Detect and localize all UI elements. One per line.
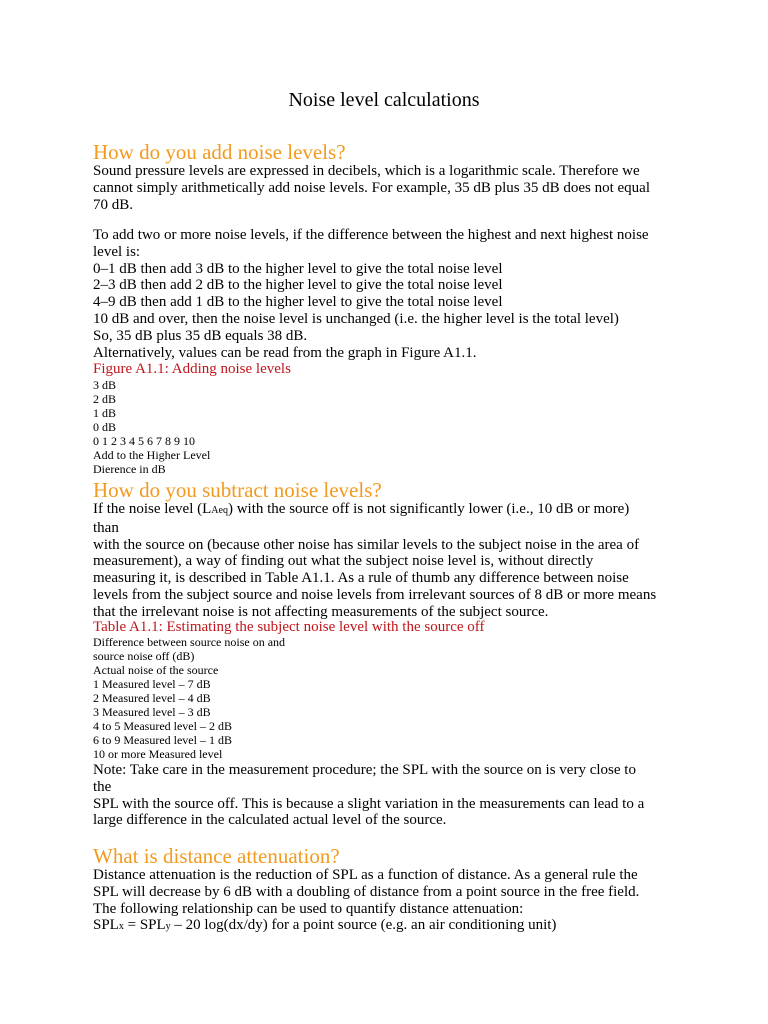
text-line: measuring it, is described in Table A1.1. As a rule of thumb any difference between noise <box>93 570 629 587</box>
table-line: 4 to 5 Measured level – 2 dB <box>93 719 232 733</box>
figure-caption <box>93 361 683 378</box>
text-line: 70 dB. <box>93 196 134 213</box>
text-line: Distance attenuation is the reduction of SPL as a function of distance. As a general rule the <box>93 867 638 883</box>
subtract-paragraph <box>93 501 683 621</box>
text-line: with the source on (because other noise has similar levels to the subject noise in the area of <box>93 536 640 553</box>
section-heading-add: How do you add noise levels? <box>93 140 346 164</box>
text-span: = SPL <box>123 917 166 934</box>
text-line: 2–3 dB then add 2 dB to the higher level to give the total noise level <box>93 277 503 294</box>
formula-line <box>93 917 683 936</box>
text-span: SPL <box>93 917 119 934</box>
text-line: To add two or more noise levels, if the difference between the highest and next highest noise <box>93 227 649 243</box>
table-line: 3 Measured level – 3 dB <box>93 705 211 719</box>
table-line: source noise off (dB) <box>93 649 195 663</box>
table-line: 2 Measured level – 4 dB <box>93 691 211 705</box>
table-line: 6 to 9 Measured level – 1 dB <box>93 733 232 747</box>
laeq-subscript: Aeq <box>211 505 228 516</box>
text-line: Note: Take care in the measurement procedure; the SPL with the source on is very close to <box>93 762 636 778</box>
figure-label: 3 dB <box>93 378 117 392</box>
table-caption <box>93 619 683 636</box>
text-line: measurement), a way of finding out what the subject noise level is, without directly <box>93 553 594 570</box>
text-line: 10 dB and over, then the noise level is unchanged (i.e. the higher level is the total level) <box>93 310 619 327</box>
figure-label: Dierence in dB <box>93 462 166 476</box>
distance-paragraph <box>93 867 683 936</box>
text-line: large difference in the calculated actual level of the source. <box>93 812 447 829</box>
text-line: SPL will decrease by 6 dB with a doubling of distance from a point source in the free field. <box>93 883 640 900</box>
text-span: – 20 log(dx/dy) for a point source (e.g. an air conditioning unit) <box>170 917 557 934</box>
text-span: ) with the source off is not significantly lower (i.e., 10 dB or more) <box>227 501 630 517</box>
figure-label: 2 dB <box>93 392 117 406</box>
table-line: 1 Measured level – 7 dB <box>93 677 211 691</box>
text-line: 0–1 dB then add 3 dB to the higher level to give the total noise level <box>93 260 503 277</box>
figure-label: 0 1 2 3 4 5 6 7 8 9 10 <box>93 434 195 448</box>
subscript-y: y <box>165 921 171 933</box>
text-line: So, 35 dB plus 35 dB equals 38 dB. <box>93 327 308 344</box>
note-paragraph <box>93 762 683 829</box>
text-line: Alternatively, values can be read from the graph in Figure A1.1. <box>93 344 477 361</box>
text-line: the <box>93 778 112 795</box>
text-span: If the noise level (L <box>93 501 212 517</box>
text-line: 4–9 dB then add 1 dB to the higher level to give the total noise level <box>93 294 503 311</box>
text-line: SPL with the source off. This is because a slight variation in the measurements can lead to a <box>93 795 645 812</box>
add-paragraph-1 <box>93 163 683 213</box>
figure-caption-text: Figure A1.1: Adding noise levels <box>93 361 291 377</box>
text-line: The following relationship can be used to quantify distance attenuation: <box>93 900 524 917</box>
figure-label: 1 dB <box>93 406 117 420</box>
text-line: cannot simply arithmetically add noise levels. For example, 35 dB plus 35 dB does not equal <box>93 179 650 196</box>
text-line <box>93 501 683 520</box>
text-line: that the irrelevant noise is not affecting measurements of the subject source. <box>93 603 549 620</box>
text-line: levels from the subject source and noise levels from irrelevant sources of 8 dB or more means <box>93 586 657 603</box>
section-heading-distance: What is distance attenuation? <box>93 844 340 868</box>
section-add-noise <box>93 139 683 165</box>
page-title: Noise level calculations <box>288 89 480 111</box>
table-residual-text <box>93 635 683 761</box>
figure-label: Add to the Higher Level <box>93 448 211 462</box>
section-distance-attenuation <box>93 843 683 869</box>
section-heading-subtract: How do you subtract noise levels? <box>93 478 382 502</box>
figure-residual-text <box>93 378 683 476</box>
table-caption-text: Table A1.1: Estimating the subject noise level with the source off <box>93 619 485 635</box>
subscript-x: x <box>118 921 124 933</box>
text-line: than <box>93 519 119 536</box>
figure-label: 0 dB <box>93 420 117 434</box>
table-line: 10 or more Measured level <box>93 747 223 761</box>
text-line: level is: <box>93 243 141 260</box>
add-paragraph-2 <box>93 227 683 361</box>
section-subtract-noise <box>93 477 683 503</box>
text-line: Sound pressure levels are expressed in decibels, which is a logarithmic scale. Therefore we <box>93 163 640 179</box>
table-line: Actual noise of the source <box>93 663 219 677</box>
table-line: Difference between source noise on and <box>93 635 286 649</box>
